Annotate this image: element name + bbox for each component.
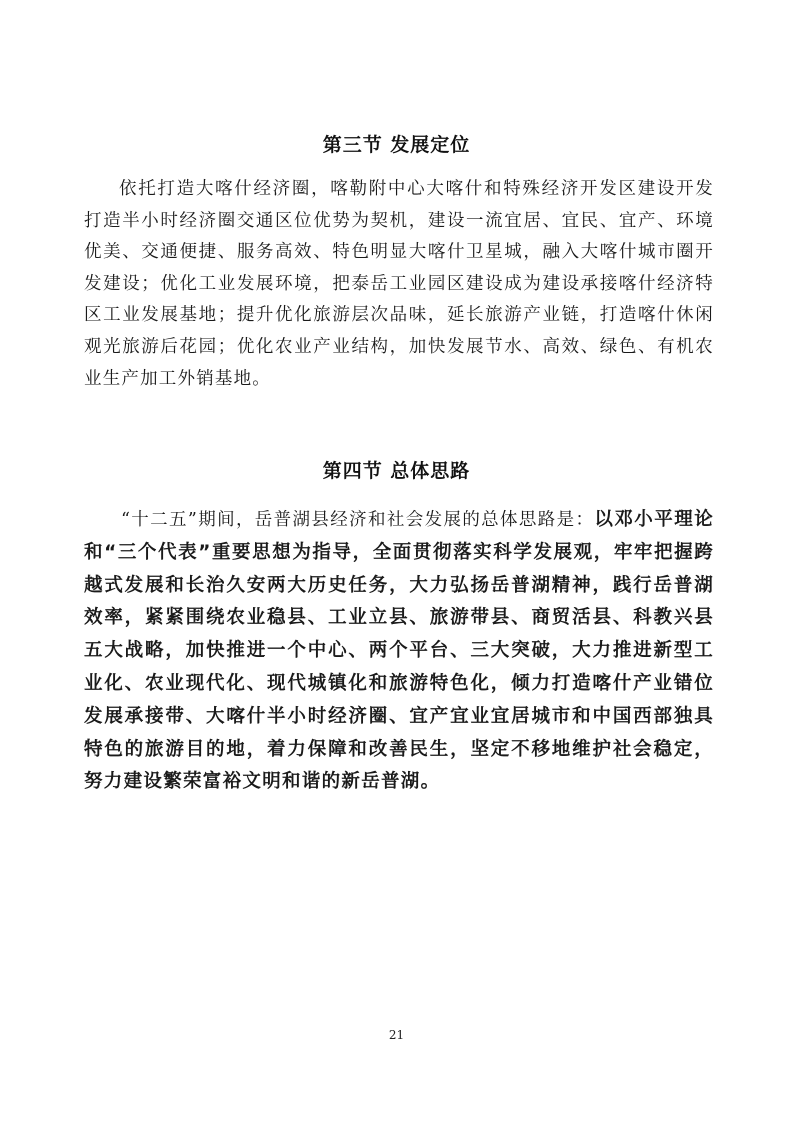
section-4-paragraph: [84, 504, 714, 799]
section-3-heading: 第三节 发展定位: [322, 134, 471, 156]
page-number: 21: [388, 1028, 405, 1042]
section-4-intro-text: “十二五”期间，岳普湖县经济和社会发展的总体思路是：: [121, 510, 595, 530]
section-3-paragraph: [84, 174, 714, 395]
section-4-heading: 第四节 总体思路: [322, 460, 471, 482]
section-4-emphasis-text: 以邓小平理论和“三个代表”重要思想为指导，全面贯彻落实科学发展观，牢牢把握跨越式发展和长治久安两大历史任务，大力弘扬岳普湖精神，践行岳普湖效率，紧紧围绕农业稳县、工业立县、旅游带县、商贸活县、科教兴县五大战略，加快推进一个中心、两个平台、三大突破，大力推进新型工业化、农业现代化、现代城镇化和旅游特色化，倾力打造喀什产业错位发展承接带、大喀什半小时经济圈、宜产宜业宜居城市和中国西部独具特色的旅游目的地，着力保障和改善民生，坚定不移地维护社会稳定，努力建设繁荣富裕文明和谐的新岳普湖。: [84, 509, 714, 793]
section-3-body-text: 依托打造大喀什经济圈，喀勒附中心大喀什和特殊经济开发区建设开发打造半小时经济圈交通区位优势为契机，建设一流宜居、宜民、宜产、环境优美、交通便捷、服务高效、特色明显大喀什卫星城，融入大喀什城市圈开发建设；优化工业发展环境，把泰岳工业园区建设成为建设承接喀什经济特区工业发展基地；提升优化旅游层次品味，延长旅游产业链，打造喀什休闲观光旅游后花园；优化农业产业结构，加快发展节水、高效、绿色、有机农业生产加工外销基地。: [84, 179, 714, 389]
